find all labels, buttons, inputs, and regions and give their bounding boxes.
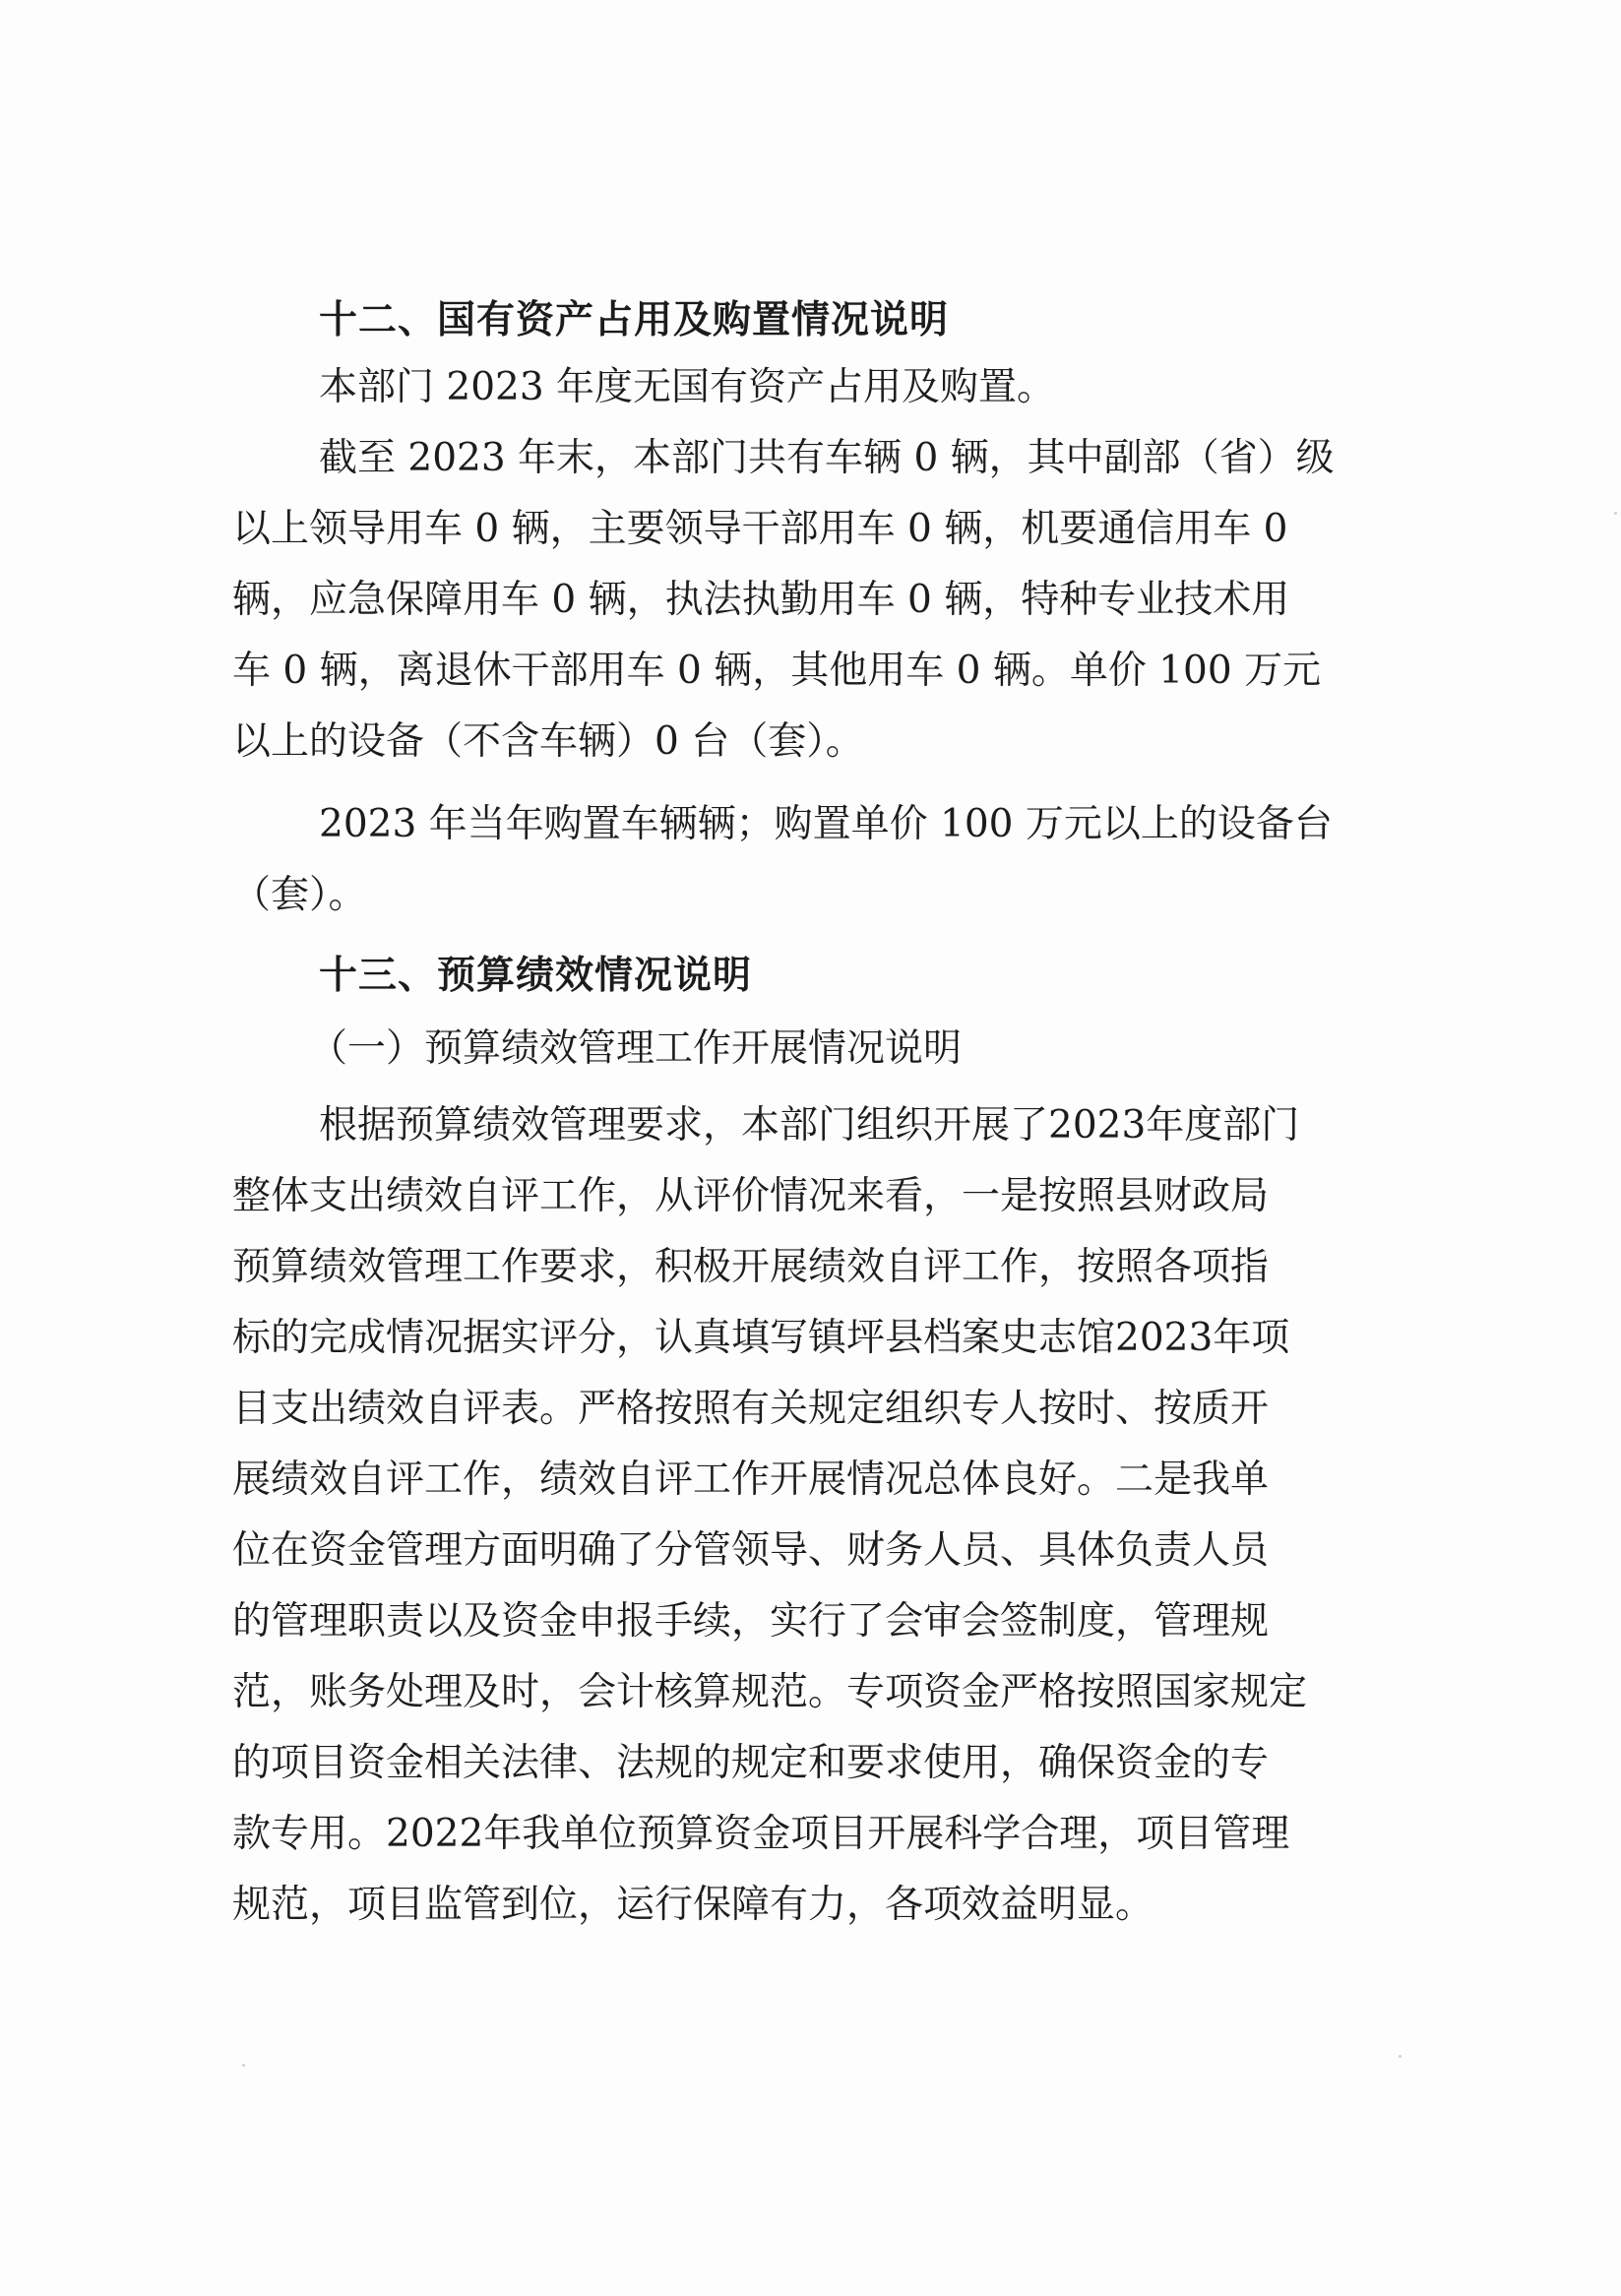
section-13-heading: 十三、预算绩效情况说明 [319,954,753,998]
section-12-para3-line: （套）。 [232,873,367,917]
section-12-para3-line: 2023 年当年购置车辆辆；购置单价 100 万元以上的设备台 [319,802,1333,846]
section-13-para-line: 整体支出绩效自评工作，从评价情况来看，一是按照县财政局 [232,1174,1270,1218]
section-13-para-line: 预算绩效管理工作要求，积极开展绩效自评工作，按照各项指 [232,1245,1270,1289]
section-13-para-line: 根据预算绩效管理要求，本部门组织开展了2023年度部门 [319,1103,1300,1148]
section-13-para-line: 位在资金管理方面明确了分管领导、财务人员、具体负责人员 [232,1528,1270,1573]
section-12-para2-line: 截至 2023 年末，本部门共有车辆 0 辆，其中副部（省）级 [319,436,1335,480]
section-12-para2-line: 以上的设备（不含车辆）0 台（套）。 [232,719,864,764]
section-12-para1-line: 本部门 2023 年度无国有资产占用及购置。 [319,365,1056,409]
scan-speck [242,2064,245,2067]
section-13-para-line: 规范，项目监管到位，运行保障有力，各项效益明显。 [232,1883,1154,1927]
section-13-para-line: 标的完成情况据实评分，认真填写镇坪县档案史志馆2023年项 [232,1316,1290,1360]
section-13-para-line: 款专用。2022年我单位预算资金项目开展科学合理，项目管理 [232,1812,1290,1856]
scan-speck [1399,2055,1402,2058]
section-13-para-line: 展绩效自评工作，绩效自评工作开展情况总体良好。二是我单 [232,1458,1270,1502]
section-13-subheading: （一）预算绩效管理工作开展情况说明 [309,1026,963,1071]
section-13-para-line: 的管理职责以及资金申报手续，实行了会审会签制度，管理规 [232,1599,1270,1644]
section-12-para2-line: 车 0 辆，离退休干部用车 0 辆，其他用车 0 辆。单价 100 万元 [232,649,1322,693]
section-13-para-line: 目支出绩效自评表。严格按照有关规定组织专人按时、按质开 [232,1387,1270,1431]
section-12-heading: 十二、国有资产占用及购置情况说明 [319,298,950,342]
section-12-para2-line: 辆，应急保障用车 0 辆，执法执勤用车 0 辆，特种专业技术用 [232,578,1290,622]
section-13-para-line: 的项目资金相关法律、法规的规定和要求使用，确保资金的专 [232,1741,1270,1785]
section-13-para-line: 范，账务处理及时，会计核算规范。专项资金严格按照国家规定 [232,1670,1308,1714]
section-12-para2-line: 以上领导用车 0 辆，主要领导干部用车 0 辆，机要通信用车 0 [232,507,1288,551]
scan-speck [1614,512,1617,515]
